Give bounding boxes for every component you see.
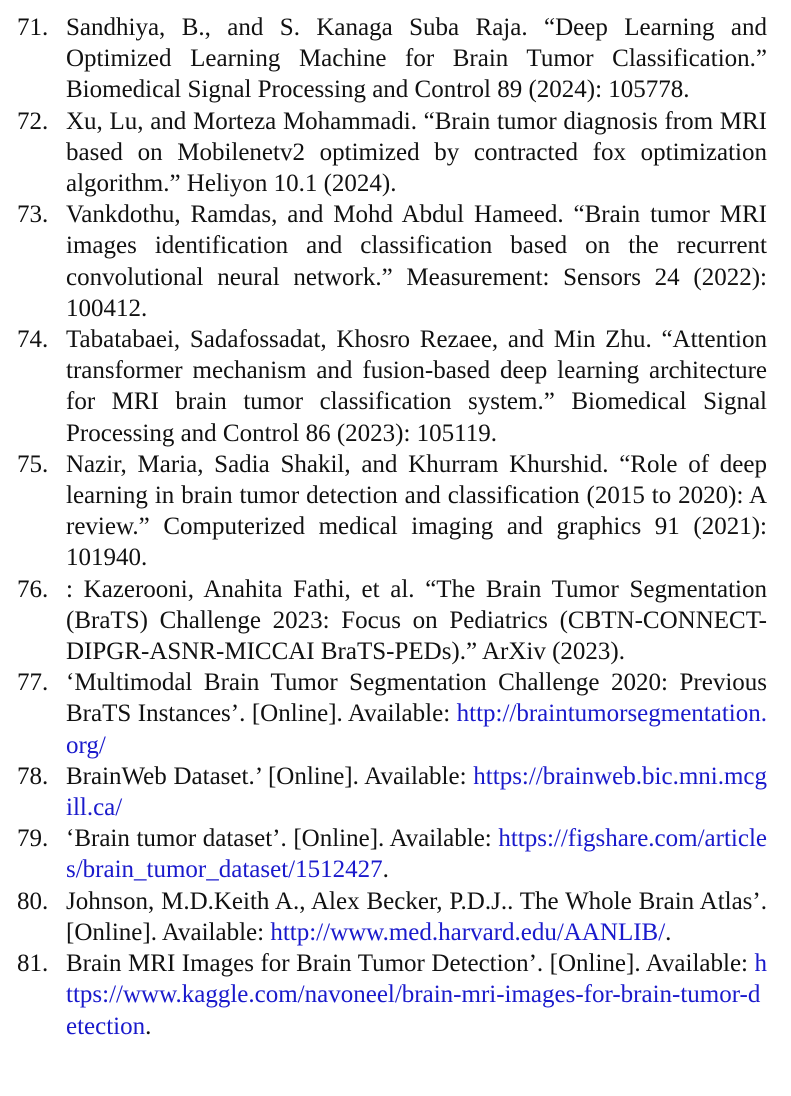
reference-text: ‘Brain tumor dataset’. [Online]. Available: — [66, 825, 499, 853]
reference-item — [0, 449, 791, 574]
reference-text: Johnson, M.D.Keith A., Alex Becker, P.D.J.. The Whole Brain Atlas’. [Online]. Available: — [66, 887, 767, 946]
reference-link[interactable]: http://braintumorsegmentation.org/ — [66, 700, 767, 759]
reference-number: 74. — [17, 326, 49, 354]
reference-link[interactable]: https://www.kaggle.com/navoneel/brain-mri-images-for-brain-tumor-detection — [66, 950, 767, 1040]
reference-number: 72. — [17, 107, 49, 135]
reference-text: Tabatabaei, Sadafossadat, Khosro Rezaee, and Min Zhu. “Attention transformer mechanism and fusion-based deep learning architecture for MRI brain tumor classification system.” Biomedical Signal Processing and Control 86 (2023): 105119. — [66, 326, 767, 447]
reference-number: 78. — [17, 762, 49, 790]
reference-list — [0, 12, 791, 1042]
reference-item — [0, 761, 791, 823]
reference-tail: . — [665, 918, 672, 946]
reference-number: 71. — [17, 14, 49, 41]
reference-tail: . — [145, 1012, 152, 1040]
reference-item — [0, 823, 791, 885]
reference-text: Nazir, Maria, Sadia Shakil, and Khurram Khurshid. “Role of deep learning in brain tumor detection and classification (2015 to 2020): A review.” Computerized medical imaging and graphics 91 (2021): 101940. — [66, 450, 767, 572]
reference-item — [0, 574, 791, 668]
reference-item — [0, 324, 791, 449]
reference-tail: . — [382, 856, 389, 884]
reference-number: 81. — [17, 950, 49, 978]
reference-text: Brain MRI Images for Brain Tumor Detection’. [Online]. Available: — [66, 950, 755, 978]
reference-item — [0, 199, 791, 324]
reference-text: ‘Multimodal Brain Tumor Segmentation Challenge 2020: Previous BraTS Instances’. [Online]. Available: — [66, 669, 767, 728]
reference-number: 77. — [17, 669, 49, 697]
reference-item — [0, 948, 791, 1042]
reference-text: Xu, Lu, and Morteza Mohammadi. “Brain tumor diagnosis from MRI based on Mobilenetv2 optimized by contracted fox optimization algorithm.” Heliyon 10.1 (2024). — [66, 107, 767, 198]
reference-link[interactable]: https://brainweb.bic.mni.mcgill.ca/ — [66, 762, 767, 822]
reference-link[interactable]: http://www.med.harvard.edu/AANLIB/ — [270, 918, 666, 946]
reference-text: BrainWeb Dataset.’ [Online]. Available: — [66, 762, 474, 790]
reference-number: 79. — [17, 825, 49, 853]
reference-text: : Kazerooni, Anahita Fathi, et al. “The Brain Tumor Segmentation (BraTS) Challenge 2023: Focus on Pediatrics (CBTN-CONNECT-DIPGR-ASNR-MICCAI BraTS-PEDs).” ArXiv (2023). — [66, 575, 767, 666]
reference-item — [0, 106, 791, 200]
reference-number: 73. — [17, 201, 49, 229]
reference-item — [0, 667, 791, 761]
reference-number: 75. — [17, 450, 49, 478]
reference-item — [0, 886, 791, 948]
reference-item — [0, 12, 791, 106]
reference-number: 76. — [17, 575, 49, 603]
reference-link[interactable]: https://figshare.com/articles/brain_tumor_dataset/1512427 — [66, 825, 767, 884]
reference-text: Vankdothu, Ramdas, and Mohd Abdul Hameed. “Brain tumor MRI images identification and classification based on the recurrent convolutional neural network.” Measurement: Sensors 24 (2022): 100412. — [66, 201, 767, 322]
reference-text: Sandhiya, B., and S. Kanaga Suba Raja. “Deep Learning and Optimized Learning Machine for Brain Tumor Classification.” Biomedical Signal Processing and Control 89 (2024): 105778. — [66, 14, 767, 104]
reference-number: 80. — [17, 887, 49, 915]
